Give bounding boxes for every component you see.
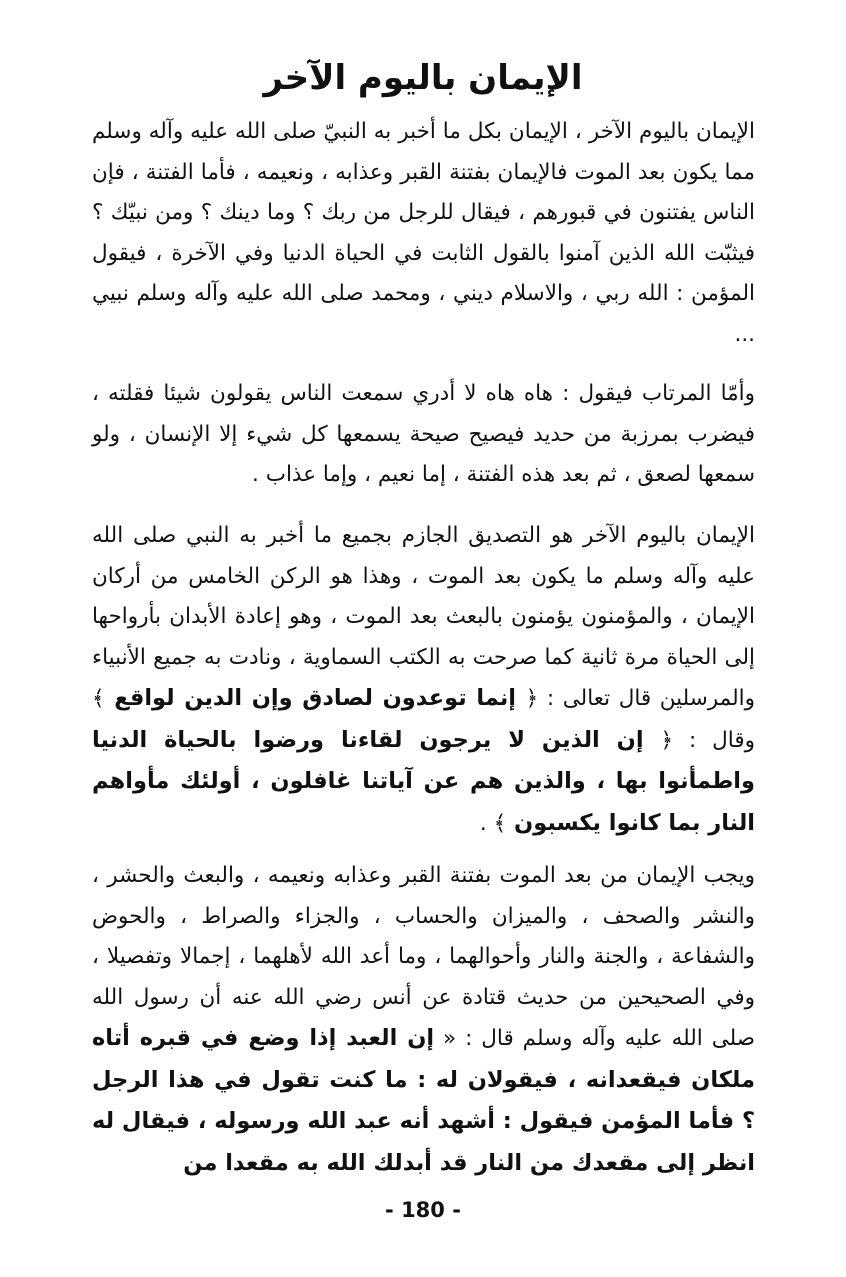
page-number: - 180 - xyxy=(385,1198,461,1222)
paragraph-3-part-2: ﴾ وقال : ﴿ xyxy=(92,686,755,753)
paragraph-4-text xyxy=(92,856,755,1184)
page-title: الإيمان باليوم الآخر xyxy=(263,58,583,98)
paragraph-3 xyxy=(92,516,755,844)
paragraph-1-text: الإيمان باليوم الآخر ، الإيمان بكل ما أخبر به النبيّ صلى الله عليه وآله وسلم مما يكون بعد الموت فالإيمان بفتنة القبر وعذابه ، ونعيمه ، فأما الفتنة ، فإن الناس يفتنون في قبورهم ، فيقال للرجل من ربك ؟ وما دينك ؟ ومن نبيّك ؟ فيثبّت الله الذين آمنوا بالقول الثابت في الحياة الدنيا وفي الآخرة ، فيقول المؤمن : الله ربي ، والاسلام ديني ، ومحمد صلى الله عليه وآله وسلم نبيي ... xyxy=(92,119,755,347)
quran-verse-2: إن الذين لا يرجون لقاءنا ورضوا بالحياة الدنيا واطمأنوا بها ، والذين هم عن آياتنا غافلون ، أولئك مأواهم النار بما كانوا يكسبون xyxy=(92,726,755,836)
paragraph-1 xyxy=(92,112,755,355)
paragraph-3-part-1: الإيمان باليوم الآخر هو التصديق الجازم بجميع ما أخبر به النبي صلى الله عليه وآله وسلم ما يكون بعد الموت ، وهذا هو الركن الخامس من أركان الإيمان ، والمؤمنون يؤمنون بالبعث بعد الموت ، وهو إعادة الأبدان بأرواحها إلى الحياة مرة ثانية كما صرحت به الكتب السماوية ، ونادت به جميع الأنبياء والمرسلين قال تعالى : ﴿ xyxy=(92,523,755,711)
paragraph-3-text xyxy=(92,516,755,844)
paragraph-2-text: وأمّا المرتاب فيقول : هاه هاه لا أدري سمعت الناس يقولون شيئا فقلته ، فيضرب بمرزبة من حديد فيصيح صيحة يسمعها كل شيء إلا الإنسان ، ولو سمعها لصعق ، ثم بعد هذه الفتنة ، إما نعيم ، وإما عذاب . xyxy=(92,381,755,487)
paragraph-4-part-1: ويجب الإيمان من بعد الموت بفتنة القبر وعذابه ونعيمه ، والبعث والحشر ، والنشر والصحف ، والميزان والحساب ، والجزاء والصراط ، والحوض والشفاعة ، والجنة والنار وأحوالهما ، وما أعد الله لأهلهما ، إجمالا وتفصيلا ، وفي الصحيحين من حديث قتادة عن أنس رضي الله عنه أن رسول الله صلى الله عليه وآله وسلم قال : « xyxy=(92,863,755,1051)
hadith-quote: إن العبد إذا وضع في قبره أتاه ملكان فيقعدانه ، فيقولان له : ما كنت تقول في هذا الرجل ؟ فأما المؤمن فيقول : أشهد أنه عبد الله ورسوله ، فيقال له انظر إلى مقعدك من النار قد أبدلك الله به مقعدا من xyxy=(92,1025,755,1176)
paragraph-4 xyxy=(92,856,755,1184)
quran-verse-1: إنما توعدون لصادق وإن الدين لواقع xyxy=(104,685,526,711)
paragraph-3-part-3: ﴾ . xyxy=(479,810,507,836)
paragraph-2 xyxy=(92,374,755,496)
